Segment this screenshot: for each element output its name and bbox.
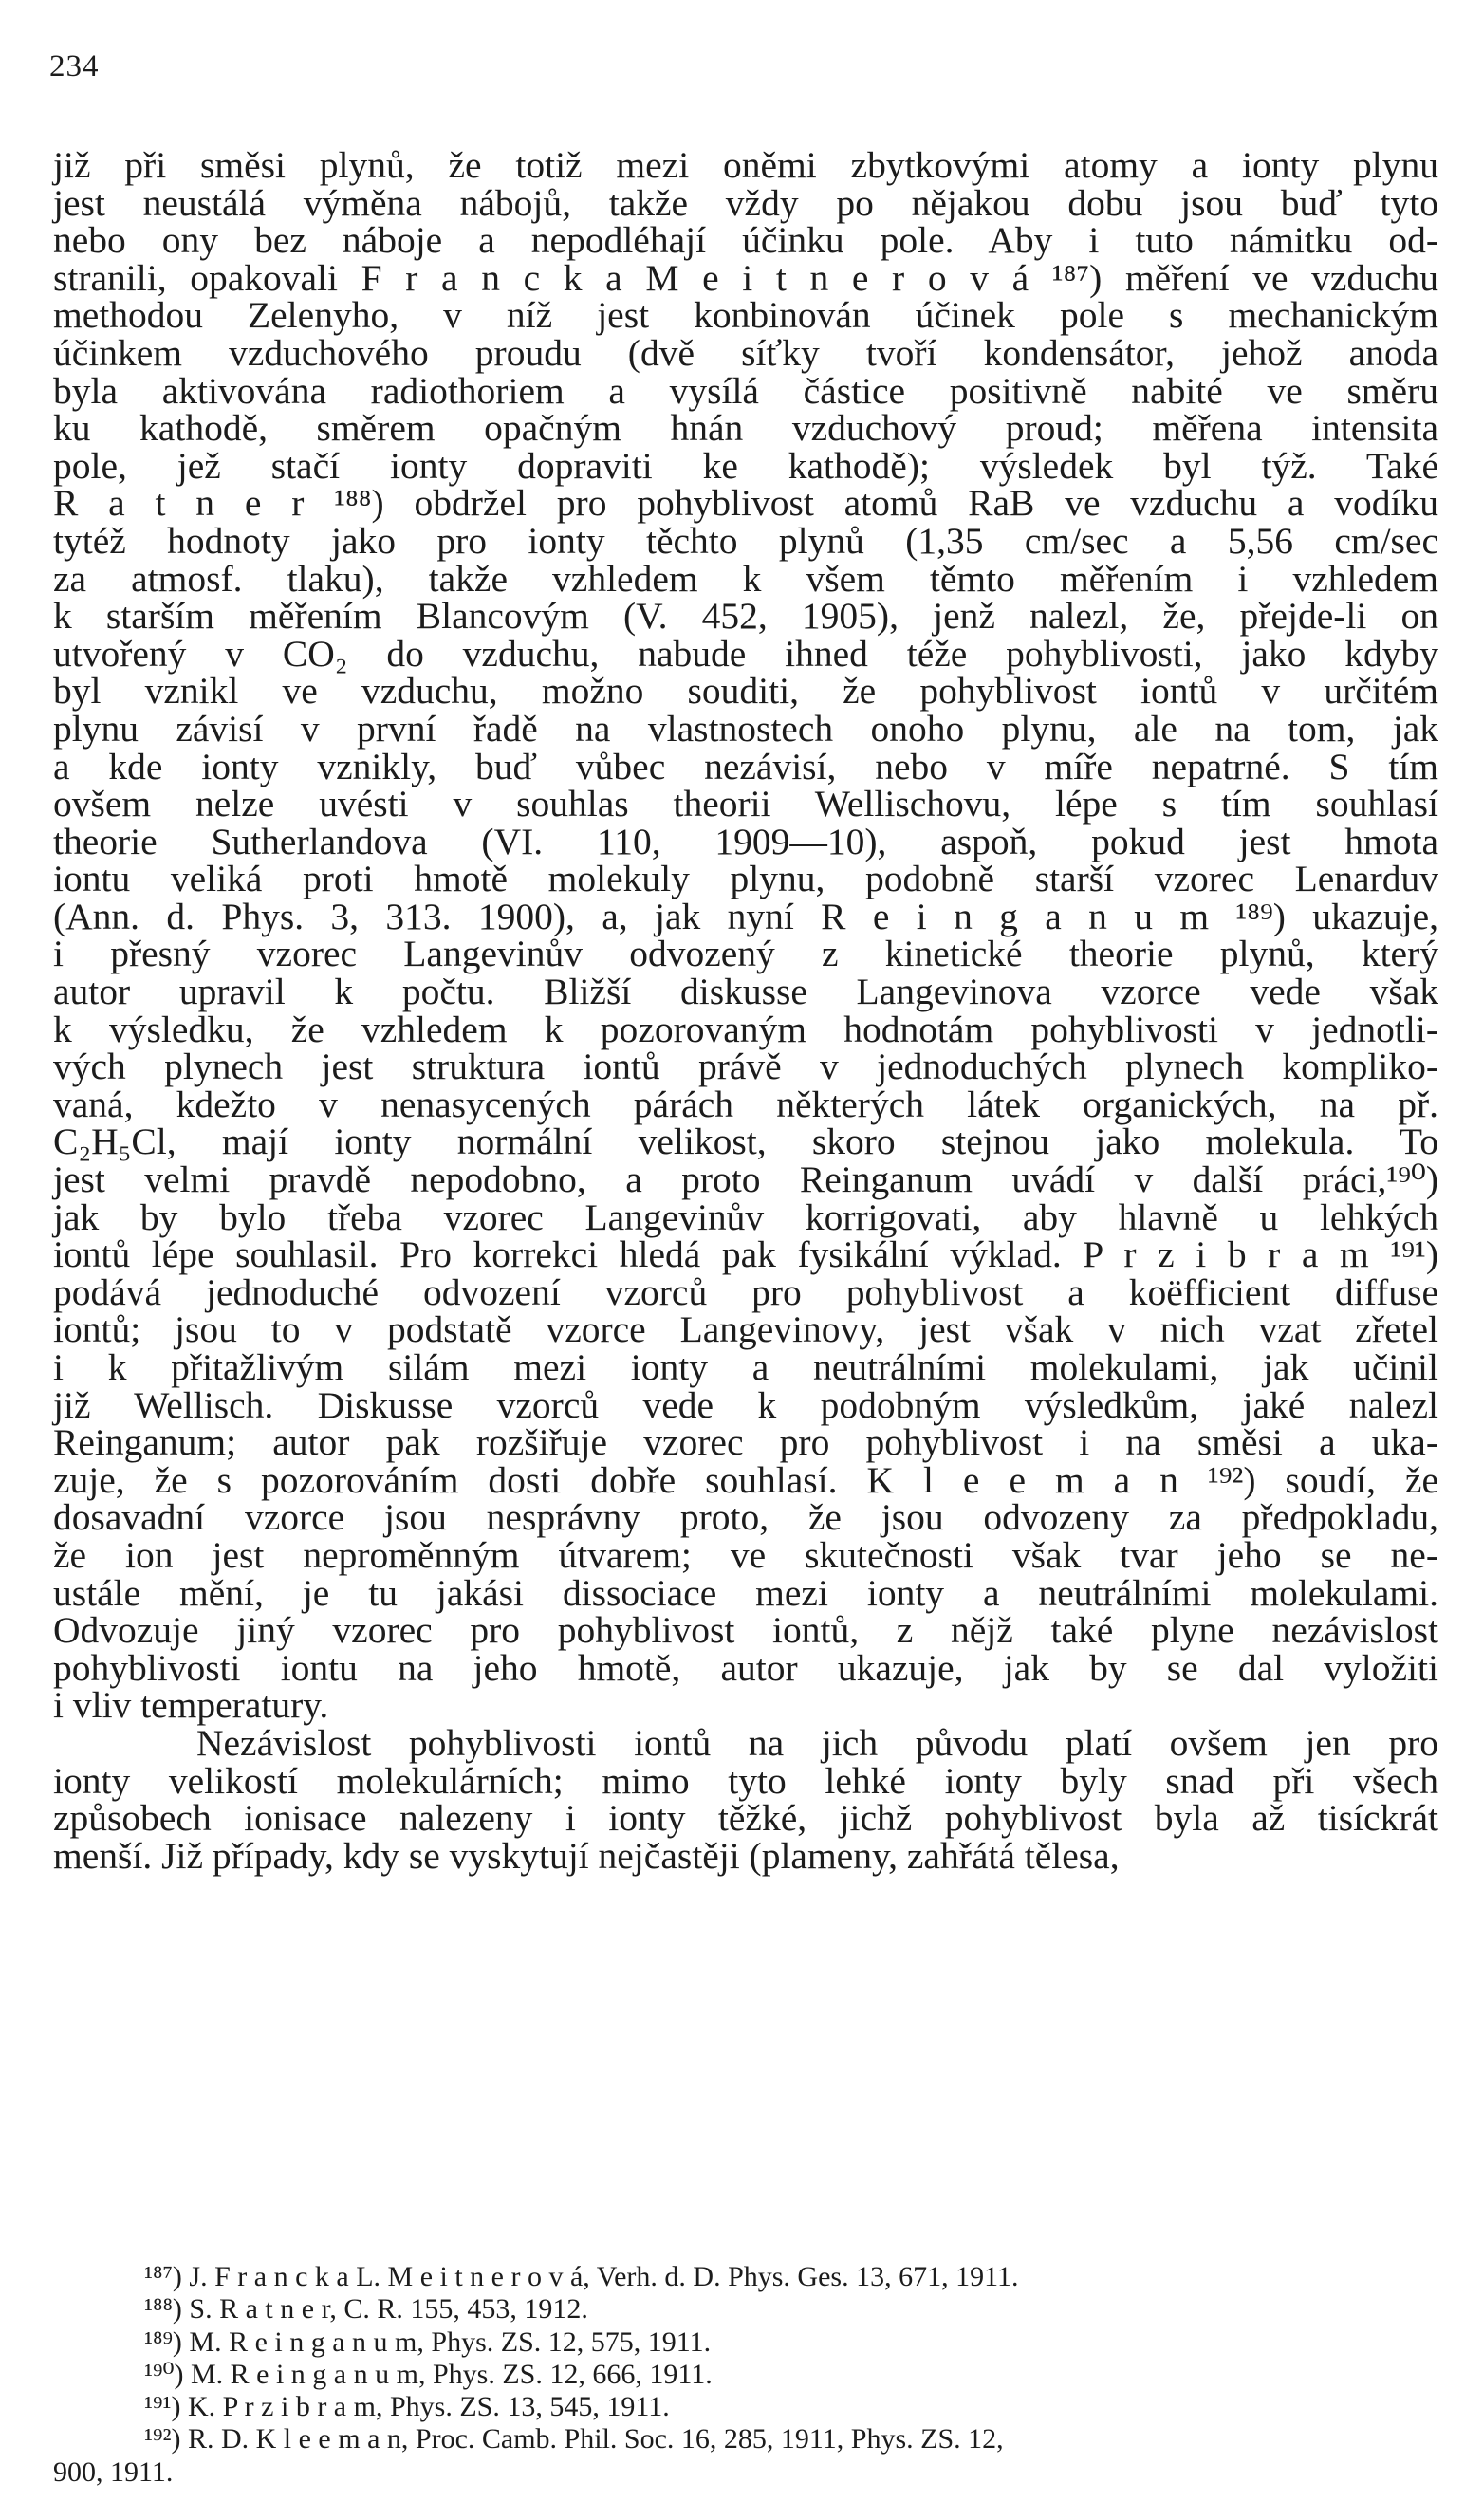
footnote-line: ¹⁹²) R. D. K l e e m a n, Proc. Camb. Phil. Soc. 16, 285, 1911, Phys. ZS. 12, (144, 2423, 1004, 2455)
text-line: Odvozuje jiný vzorec pro pohyblivost iontů, z nějž také plyne nezávislost (53, 1609, 1438, 1652)
text-line: tytéž hodnoty jako pro ionty těchto plynů (1,35 cm/sec a 5,56 cm/sec (53, 519, 1438, 562)
text-line: ku kathodě, směrem opačným hnán vzduchový proud; měřena intensita (53, 407, 1438, 450)
text-line: Reinganum; autor pak rozšiřuje vzorec pro pohyblivost i na směsi a uka- (53, 1421, 1438, 1464)
text-line: i k přitažlivým silám mezi ionty a neutrálními molekulami, jak učinil (53, 1346, 1438, 1388)
text-line: zuje, že s pozorováním dosti dobře souhlasí. K l e e m a n ¹⁹²) soudí, že (53, 1458, 1438, 1501)
text-line: methodou Zelenyho, v níž jest konbinován účinek pole s mechanickým (53, 294, 1438, 337)
footnotes (53, 2261, 1438, 2489)
text-line: již Wellisch. Diskusse vzorců vede k podobným výsledkům, jaké nalezl (53, 1383, 1438, 1426)
text-line: vaná, kdežto v nenasycených párách některých látek organických, na př. (53, 1083, 1438, 1125)
text-line: pohyblivosti iontu na jeho hmotě, autor ukazuje, jak by se dal vyložiti (53, 1646, 1438, 1689)
text-line: jak by bylo třeba vzorec Langevinův korrigovati, aby hlavně u lehkých (53, 1195, 1438, 1238)
text-line: že ion jest neproměnným útvarem; ve skutečnosti však tvar jeho se ne- (53, 1533, 1438, 1576)
footnote-line: ¹⁸⁸) S. R a t n e r, C. R. 155, 453, 1912. (144, 2293, 588, 2325)
text-line: účinkem vzduchového proudu (dvě síťky tvoří kondensátor, jehož anoda (53, 331, 1438, 374)
text-line: iontů lépe souhlasil. Pro korrekci hledá pak fysikální výklad. P r z i b r a m ¹⁹¹) (53, 1233, 1438, 1276)
text-line: k starším měřením Blancovým (V. 452, 1905), jenž nalezl, že, přejde-li on (53, 595, 1438, 638)
text-line: byl vznikl ve vzduchu, možno souditi, že pohyblivost iontů v určitém (53, 670, 1438, 713)
body-text (53, 144, 1438, 1877)
footnote-line: ¹⁹¹) K. P r z i b r a m, Phys. ZS. 13, 545, 1911. (144, 2391, 670, 2423)
text-line: Nezávislost pohyblivosti iontů na jich původu platí ovšem jen pro (196, 1721, 1438, 1764)
footnote-line: ¹⁸⁷) J. F r a n c k a L. M e i t n e r o v á, Verh. d. D. Phys. Ges. 13, 671, 1911. (144, 2261, 1019, 2292)
text-line: ionty velikostí molekulárních; mimo tyto lehké ionty byly snad při všech (53, 1759, 1438, 1802)
text-line: i přesný vzorec Langevinův odvozený z kinetické theorie plynů, který (53, 933, 1438, 975)
text-line: k výsledku, že vzhledem k pozorovaným hodnotám pohyblivosti v jednotli- (53, 1008, 1438, 1050)
text-line: C₂H₅Cl, mají ionty normální velikost, skoro stejnou jako molekula. To (53, 1121, 1438, 1163)
text-line: nebo ony bez náboje a nepodléhají účinku pole. Aby i tuto námitku od- (53, 219, 1438, 262)
text-line: za atmosf. tlaku), takže vzhledem k všem těmto měřením i vzhledem (53, 557, 1438, 600)
footnote-line: ¹⁸⁹) M. R e i n g a n u m, Phys. ZS. 12, 575, 1911. (144, 2325, 712, 2358)
text-line: stranili, opakovali F r a n c k a M e i t n e r o v á ¹⁸⁷) měření ve vzduchu (53, 256, 1438, 299)
text-line: iontů; jsou to v podstatě vzorce Langevinovy, jest však v nich vzat zřetel (53, 1308, 1438, 1351)
text-line: ovšem nelze uvésti v souhlas theorii Wellischovu, lépe s tím souhlasí (53, 783, 1438, 825)
text-line: i vliv temperatury. (53, 1684, 329, 1727)
footnote-line: ¹⁹⁰) M. R e i n g a n u m, Phys. ZS. 12, 666, 1911. (144, 2358, 713, 2390)
text-line: jest neustálá výměna nábojů, takže vždy po nějakou dobu jsou buď tyto (53, 181, 1438, 224)
text-line: vých plynech jest struktura iontů právě v jednoduchých plynech kompliko- (53, 1046, 1438, 1088)
text-line: jest velmi pravdě nepodobno, a proto Reinganum uvádí v další práci,¹⁹⁰) (53, 1158, 1438, 1201)
text-line: utvořený v CO₂ do vzduchu, nabude ihned téže pohyblivosti, jako kdyby (53, 632, 1438, 675)
text-line: R a t n e r ¹⁸⁸) obdržel pro pohyblivost atomů RaB ve vzduchu a vodíku (53, 482, 1438, 525)
text-line: theorie Sutherlandova (VI. 110, 1909—10), aspoň, pokud jest hmota (53, 820, 1438, 862)
text-line: a kde ionty vznikly, buď vůbec nezávisí, nebo v míře nepatrné. S tím (53, 745, 1438, 788)
text-line: autor upravil k počtu. Bližší diskusse Langevinova vzorce vede však (53, 971, 1438, 1013)
text-line: menší. Již případy, kdy se vyskytují nejčastěji (plameny, zahřátá tělesa, (53, 1834, 1120, 1877)
text-line: způsobech ionisace nalezeny i ionty těžké, jichž pohyblivost byla až tisíckrát (53, 1797, 1438, 1840)
text-line: dosavadní vzorce jsou nesprávny proto, že jsou odvozeny za předpokladu, (53, 1496, 1438, 1539)
text-line: již při směsi plynů, že totiž mezi oněmi zbytkovými atomy a ionty plynu (53, 144, 1438, 186)
text-line: ustále mění, je tu jakási dissociace mezi ionty a neutrálními molekulami. (53, 1571, 1438, 1614)
footnote-line: 900, 1911. (53, 2455, 174, 2488)
text-line: podává jednoduché odvození vzorců pro pohyblivost a koëfficient diffuse (53, 1270, 1438, 1313)
text-line: (Ann. d. Phys. 3, 313. 1900), a, jak nyní R e i n g a n u m ¹⁸⁹) ukazuje, (53, 895, 1438, 937)
page-number: 234 (49, 49, 100, 83)
text-line: byla aktivována radiothoriem a vysílá částice positivně nabité ve směru (53, 369, 1438, 412)
text-line: pole, jež stačí ionty dopraviti ke kathodě); výsledek byl týž. Také (53, 444, 1438, 487)
text-line: plynu závisí v první řadě na vlastnostech onoho plynu, ale na tom, jak (53, 707, 1438, 750)
text-line: iontu veliká proti hmotě molekuly plynu, podobně starší vzorec Lenarduv (53, 858, 1438, 900)
